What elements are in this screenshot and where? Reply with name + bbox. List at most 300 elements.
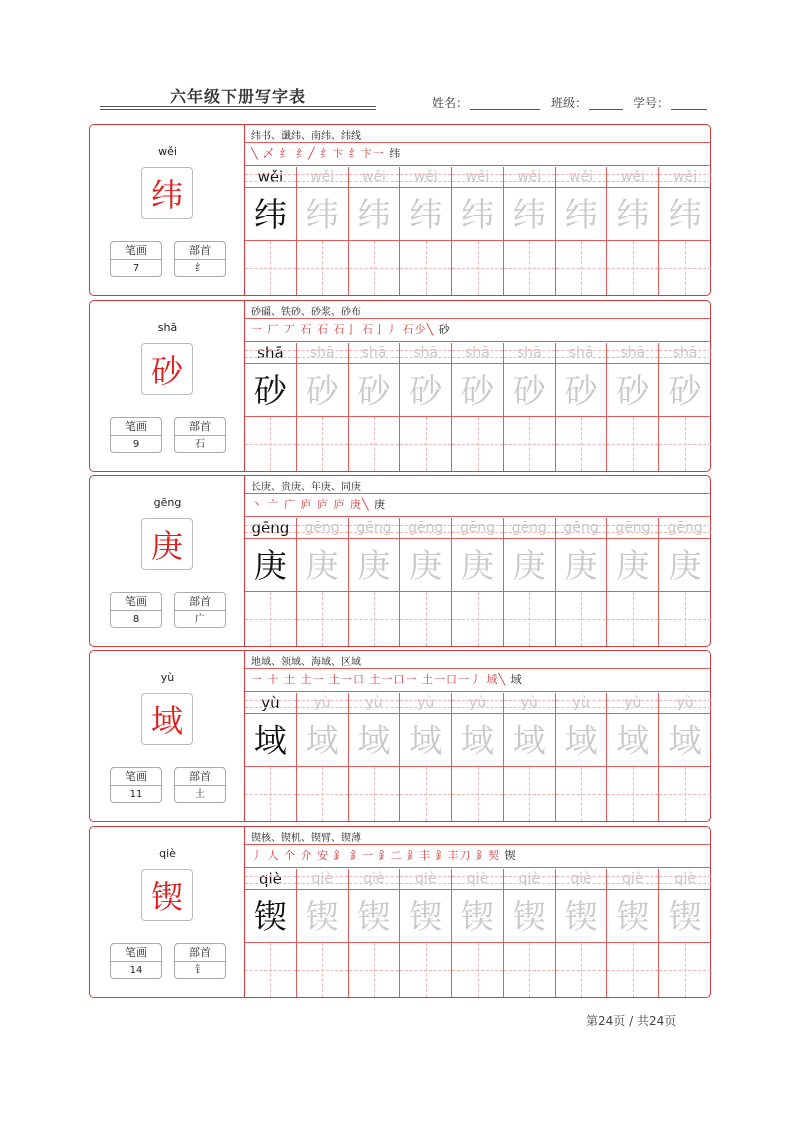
blank-writing-box[interactable] — [245, 592, 296, 646]
pinyin-row: wěi — [349, 167, 400, 188]
stroke-order — [251, 847, 517, 863]
practice-cell[interactable] — [400, 693, 452, 821]
blank-writing-box[interactable] — [349, 592, 400, 646]
guide-line-horizontal — [245, 619, 296, 620]
pinyin-row: gēng — [349, 518, 400, 539]
pinyin-row: qiè — [504, 869, 555, 890]
pinyin-row: wěi — [659, 167, 711, 188]
trace-character: 锲 — [556, 890, 607, 943]
pinyin-row: gēng — [297, 518, 348, 539]
pinyin-row: qiè — [556, 869, 607, 890]
blank-writing-box[interactable] — [297, 767, 348, 821]
pinyin-row: yù — [297, 693, 348, 714]
page-title: 六年级下册写字表 — [169, 87, 306, 106]
guide-line-horizontal — [400, 794, 451, 795]
guide-line-horizontal — [349, 794, 400, 795]
practice-cell[interactable] — [556, 693, 608, 821]
trace-character: 砂 — [297, 364, 348, 417]
stroke-step: 厂 — [267, 323, 280, 336]
trace-character: 锲 — [504, 890, 555, 943]
stroke-step: 釒一 — [350, 849, 374, 862]
practice-cell[interactable] — [245, 693, 297, 821]
practice-cell[interactable] — [297, 167, 349, 295]
practice-cell[interactable] — [452, 518, 504, 646]
stroke-order — [251, 671, 523, 687]
blank-writing-box[interactable] — [607, 241, 658, 295]
guide-line-horizontal — [659, 619, 711, 620]
trace-character: 砂 — [400, 364, 451, 417]
pinyin-row: wěi — [297, 167, 348, 188]
blank-writing-box[interactable] — [556, 767, 607, 821]
row-divider — [245, 844, 711, 845]
blank-writing-box[interactable] — [607, 943, 658, 997]
number-field — [633, 94, 669, 111]
practice-cell[interactable] — [659, 167, 711, 295]
pinyin-row: yù — [245, 693, 296, 714]
stroke-step: 釒 — [333, 849, 346, 862]
practice-cell[interactable] — [400, 343, 452, 471]
character-info-panel — [90, 827, 245, 997]
stroke-step: 十 — [267, 673, 280, 686]
model-character: 锲 — [245, 890, 296, 943]
practice-cell[interactable] — [659, 518, 711, 646]
guide-line-horizontal — [400, 268, 451, 269]
guide-line-horizontal — [556, 444, 607, 445]
pinyin-row: shā — [400, 343, 451, 364]
radical-box — [174, 943, 226, 979]
stroke-step: 人 — [267, 849, 280, 862]
stroke-step: 广 — [284, 498, 296, 511]
guide-line-horizontal — [452, 268, 503, 269]
class-blank[interactable] — [589, 109, 623, 110]
blank-writing-box[interactable] — [400, 767, 451, 821]
pinyin-row: yù — [452, 693, 503, 714]
stroke-step: 石亅丿 — [362, 323, 398, 336]
trace-character: 砂 — [349, 364, 400, 417]
guide-line-horizontal — [556, 619, 607, 620]
row-divider — [245, 165, 711, 166]
pinyin-row: yù — [504, 693, 555, 714]
blank-writing-box[interactable] — [245, 943, 296, 997]
blank-writing-box[interactable] — [504, 767, 555, 821]
guide-line-horizontal — [659, 794, 711, 795]
blank-writing-box[interactable] — [607, 767, 658, 821]
blank-writing-box[interactable] — [556, 592, 607, 646]
guide-line-horizontal — [245, 970, 296, 971]
blank-writing-box[interactable] — [297, 417, 348, 471]
pinyin-row: qiè — [297, 869, 348, 890]
blank-writing-box[interactable] — [400, 592, 451, 646]
blank-writing-box[interactable] — [452, 943, 503, 997]
stroke-step: 域╲ — [486, 673, 507, 686]
stroke-step: 砂 — [438, 323, 451, 336]
practice-cell[interactable] — [400, 869, 452, 997]
trace-character: 砂 — [607, 364, 658, 417]
blank-writing-box[interactable] — [349, 943, 400, 997]
pinyin-row: wěi — [452, 167, 503, 188]
pinyin-row: wěi — [400, 167, 451, 188]
guide-line-horizontal — [504, 794, 555, 795]
row-divider — [245, 318, 711, 319]
stroke-step: 土一口一 — [369, 673, 418, 686]
stroke-step: 石 — [300, 323, 313, 336]
radical-label: 部首 — [175, 768, 225, 786]
stroke-step: 土一口 — [329, 673, 365, 686]
model-character: 砂 — [245, 364, 296, 417]
pinyin-row: yù — [349, 693, 400, 714]
radical-value: 纟 — [195, 263, 205, 274]
stroke-step: 乄 — [263, 147, 276, 160]
guide-line-horizontal — [349, 444, 400, 445]
stroke-count-box — [110, 767, 162, 803]
pinyin-row: yù — [400, 693, 451, 714]
practice-cell[interactable] — [297, 693, 349, 821]
stroke-step: 釒契 — [476, 849, 500, 862]
stroke-count-box — [110, 241, 162, 277]
radical-value: 石 — [195, 439, 205, 450]
trace-character: 庚 — [400, 539, 451, 592]
blank-writing-box[interactable] — [349, 417, 400, 471]
blank-writing-box[interactable] — [297, 241, 348, 295]
stroke-step: 土 — [284, 673, 296, 686]
blank-writing-box[interactable] — [504, 592, 555, 646]
guide-line-horizontal — [659, 970, 711, 971]
stroke-count-label: 笔画 — [111, 242, 161, 260]
stroke-count-box — [110, 592, 162, 628]
big-character: 庚 — [141, 518, 193, 570]
trace-character: 纬 — [349, 188, 400, 241]
stroke-count-label: 笔画 — [111, 418, 161, 436]
blank-writing-box[interactable] — [452, 417, 503, 471]
stroke-order — [251, 145, 401, 161]
blank-writing-box[interactable] — [504, 241, 555, 295]
pinyin-row: shā — [607, 343, 658, 364]
radical-value: 钅 — [195, 965, 205, 976]
stroke-step: 一 — [251, 673, 263, 686]
radical-box — [174, 767, 226, 803]
practice-cell[interactable] — [297, 518, 349, 646]
stroke-count-label: 笔画 — [111, 944, 161, 962]
trace-character: 砂 — [556, 364, 607, 417]
row-divider — [245, 493, 711, 494]
pinyin-row: yù — [607, 693, 658, 714]
title-underline-double — [100, 109, 376, 110]
pinyin-row: wěi — [245, 167, 296, 188]
trace-character: 纬 — [452, 188, 503, 241]
trace-character: 砂 — [659, 364, 711, 417]
trace-character: 锲 — [349, 890, 400, 943]
guide-line-horizontal — [607, 794, 658, 795]
blank-writing-box[interactable] — [452, 592, 503, 646]
guide-line-horizontal — [659, 268, 711, 269]
blank-writing-box[interactable] — [297, 943, 348, 997]
stroke-step: 纟卞一 — [348, 147, 385, 160]
blank-writing-box[interactable] — [297, 592, 348, 646]
trace-character: 域 — [659, 714, 711, 767]
trace-character: 锲 — [400, 890, 451, 943]
guide-line-horizontal — [607, 268, 658, 269]
practice-cell[interactable] — [297, 343, 349, 471]
trace-character: 锲 — [607, 890, 658, 943]
row-divider — [245, 668, 711, 669]
trace-character: 纬 — [556, 188, 607, 241]
name-label: 姓名： — [432, 96, 469, 110]
blank-writing-box[interactable] — [659, 767, 711, 821]
stroke-step: 庐 — [333, 498, 346, 511]
stroke-step: 丆 — [284, 323, 296, 336]
trace-character: 域 — [504, 714, 555, 767]
number-label: 学号： — [633, 96, 670, 110]
stroke-step: 土一口一丿 — [422, 673, 482, 686]
stroke-order — [251, 496, 386, 512]
guide-line-horizontal — [349, 268, 400, 269]
pinyin-row: qiè — [659, 869, 711, 890]
practice-cell[interactable] — [349, 343, 401, 471]
trace-character: 庚 — [504, 539, 555, 592]
trace-character: 纬 — [400, 188, 451, 241]
guide-line-horizontal — [452, 619, 503, 620]
blank-writing-box[interactable] — [452, 241, 503, 295]
pinyin-row: shā — [245, 343, 296, 364]
pinyin-row: shā — [504, 343, 555, 364]
practice-cell[interactable] — [556, 343, 608, 471]
trace-character: 域 — [607, 714, 658, 767]
practice-cell[interactable] — [504, 167, 556, 295]
model-character: 域 — [245, 714, 296, 767]
practice-cell[interactable] — [504, 518, 556, 646]
big-character: 纬 — [141, 167, 193, 219]
practice-cell[interactable] — [504, 869, 556, 997]
stroke-count-value: 11 — [129, 789, 143, 800]
blank-writing-box[interactable] — [556, 417, 607, 471]
pinyin-row: yù — [556, 693, 607, 714]
stroke-step: 釒丰 — [407, 849, 431, 862]
stroke-step: 锲 — [504, 849, 517, 862]
blank-writing-box[interactable] — [452, 767, 503, 821]
pinyin-row: wěi — [607, 167, 658, 188]
trace-character: 庚 — [556, 539, 607, 592]
class-field — [551, 94, 587, 111]
model-character: 纬 — [245, 188, 296, 241]
practice-cell[interactable] — [452, 167, 504, 295]
blank-writing-box[interactable] — [659, 943, 711, 997]
blank-writing-box[interactable] — [504, 417, 555, 471]
blank-writing-box[interactable] — [607, 592, 658, 646]
pinyin-label: yù — [160, 671, 175, 684]
example-words: 纬书、谶纬、南纬、纬线 — [251, 131, 361, 142]
row-divider — [245, 142, 711, 143]
practice-cell[interactable] — [452, 869, 504, 997]
trace-character: 庚 — [297, 539, 348, 592]
class-label: 班级： — [551, 96, 588, 110]
pinyin-row: shā — [452, 343, 503, 364]
blank-writing-box[interactable] — [659, 241, 711, 295]
practice-cell[interactable] — [556, 869, 608, 997]
practice-cell[interactable] — [607, 518, 659, 646]
pinyin-row: shā — [349, 343, 400, 364]
character-info-panel — [90, 476, 245, 646]
stroke-step: 域 — [510, 673, 523, 686]
trace-character: 域 — [556, 714, 607, 767]
pinyin-row: shā — [556, 343, 607, 364]
guide-line-horizontal — [297, 619, 348, 620]
radical-label: 部首 — [175, 944, 225, 962]
practice-cell[interactable] — [607, 869, 659, 997]
blank-writing-box[interactable] — [607, 417, 658, 471]
practice-cell[interactable] — [349, 693, 401, 821]
practice-cell[interactable] — [659, 693, 711, 821]
pinyin-row: gēng — [607, 518, 658, 539]
stroke-count-label: 笔画 — [111, 768, 161, 786]
stroke-step: 庚╲ — [350, 498, 370, 511]
row-divider — [245, 341, 711, 342]
trace-character: 域 — [400, 714, 451, 767]
guide-line-horizontal — [349, 619, 400, 620]
guide-line-horizontal — [504, 268, 555, 269]
practice-cell[interactable] — [349, 518, 401, 646]
stroke-count-value: 14 — [129, 965, 143, 976]
blank-writing-box[interactable] — [659, 417, 711, 471]
example-words: 砂礓、铁砂、砂浆、砂布 — [251, 307, 361, 318]
guide-line-horizontal — [297, 794, 348, 795]
name-field — [432, 94, 468, 111]
stroke-step: 丶 — [251, 498, 263, 511]
stroke-step: 纟 — [279, 147, 292, 160]
big-character: 砂 — [141, 343, 193, 395]
radical-value: 广 — [195, 614, 205, 625]
trace-character: 纬 — [504, 188, 555, 241]
blank-writing-box[interactable] — [504, 943, 555, 997]
blank-writing-box[interactable] — [245, 241, 296, 295]
pinyin-row: wěi — [504, 167, 555, 188]
stroke-step: 庐 — [300, 498, 313, 511]
guide-line-horizontal — [400, 619, 451, 620]
practice-cell[interactable] — [504, 693, 556, 821]
pinyin-row: gēng — [452, 518, 503, 539]
guide-line-horizontal — [504, 970, 555, 971]
stroke-order — [251, 321, 451, 337]
character-card — [89, 650, 711, 822]
model-character: 庚 — [245, 539, 296, 592]
trace-character: 域 — [297, 714, 348, 767]
practice-cell[interactable] — [452, 693, 504, 821]
stroke-step: 纟卞 — [320, 147, 345, 160]
blank-writing-box[interactable] — [556, 241, 607, 295]
guide-line-horizontal — [556, 268, 607, 269]
stroke-step: 庚 — [374, 498, 387, 511]
stroke-count-box — [110, 417, 162, 453]
stroke-step: 土一 — [300, 673, 325, 686]
practice-grid — [245, 518, 711, 646]
trace-character: 锲 — [659, 890, 711, 943]
guide-line-horizontal — [556, 794, 607, 795]
pinyin-row: gēng — [659, 518, 711, 539]
big-character: 域 — [141, 693, 193, 745]
stroke-count-box — [110, 943, 162, 979]
practice-cell[interactable] — [607, 343, 659, 471]
stroke-step: 亠 — [267, 498, 280, 511]
practice-cell[interactable] — [607, 693, 659, 821]
pinyin-label: qiè — [159, 847, 176, 860]
practice-cell[interactable] — [504, 343, 556, 471]
stroke-step: 纬 — [389, 147, 402, 160]
guide-line-horizontal — [297, 444, 348, 445]
practice-grid — [245, 343, 711, 471]
pinyin-row: shā — [297, 343, 348, 364]
character-card — [89, 124, 711, 296]
guide-line-horizontal — [504, 619, 555, 620]
radical-label: 部首 — [175, 242, 225, 260]
practice-cell[interactable] — [556, 518, 608, 646]
radical-label: 部首 — [175, 593, 225, 611]
trace-character: 域 — [452, 714, 503, 767]
character-card — [89, 300, 711, 472]
blank-writing-box[interactable] — [400, 943, 451, 997]
pinyin-row: wěi — [556, 167, 607, 188]
pinyin-row: gēng — [556, 518, 607, 539]
guide-line-horizontal — [400, 444, 451, 445]
pinyin-row: qiè — [245, 869, 296, 890]
pinyin-row: qiè — [607, 869, 658, 890]
practice-cell[interactable] — [349, 869, 401, 997]
trace-character: 锲 — [297, 890, 348, 943]
practice-cell[interactable] — [349, 167, 401, 295]
blank-writing-box[interactable] — [245, 767, 296, 821]
blank-writing-box[interactable] — [349, 767, 400, 821]
guide-line-horizontal — [245, 444, 296, 445]
guide-line-horizontal — [400, 970, 451, 971]
practice-cell[interactable] — [607, 167, 659, 295]
practice-cell[interactable] — [400, 518, 452, 646]
blank-writing-box[interactable] — [400, 241, 451, 295]
practice-cell[interactable] — [245, 869, 297, 997]
practice-cell[interactable] — [245, 518, 297, 646]
blank-writing-box[interactable] — [245, 417, 296, 471]
number-blank[interactable] — [671, 109, 707, 110]
guide-line-horizontal — [297, 268, 348, 269]
blank-writing-box[interactable] — [349, 241, 400, 295]
blank-writing-box[interactable] — [400, 417, 451, 471]
trace-character: 纬 — [659, 188, 711, 241]
practice-cell[interactable] — [452, 343, 504, 471]
practice-cell[interactable] — [556, 167, 608, 295]
guide-line-horizontal — [504, 444, 555, 445]
trace-character: 锲 — [452, 890, 503, 943]
pinyin-label: gēng — [153, 496, 182, 509]
pinyin-row: yù — [659, 693, 711, 714]
practice-cell[interactable] — [245, 167, 297, 295]
blank-writing-box[interactable] — [659, 592, 711, 646]
trace-character: 庚 — [349, 539, 400, 592]
blank-writing-box[interactable] — [556, 943, 607, 997]
trace-character: 庚 — [607, 539, 658, 592]
practice-cell[interactable] — [297, 869, 349, 997]
practice-cell[interactable] — [659, 869, 711, 997]
radical-box — [174, 592, 226, 628]
name-blank[interactable] — [470, 109, 540, 110]
practice-cell[interactable] — [400, 167, 452, 295]
row-divider — [245, 691, 711, 692]
stroke-count-value: 8 — [132, 614, 140, 625]
pinyin-row: gēng — [504, 518, 555, 539]
character-info-panel — [90, 301, 245, 471]
page-number: 第24页 / 共24页 — [586, 1014, 677, 1028]
stroke-step: 介 — [300, 849, 313, 862]
practice-cell[interactable] — [659, 343, 711, 471]
character-card — [89, 826, 711, 998]
trace-character: 纬 — [297, 188, 348, 241]
practice-cell[interactable] — [245, 343, 297, 471]
